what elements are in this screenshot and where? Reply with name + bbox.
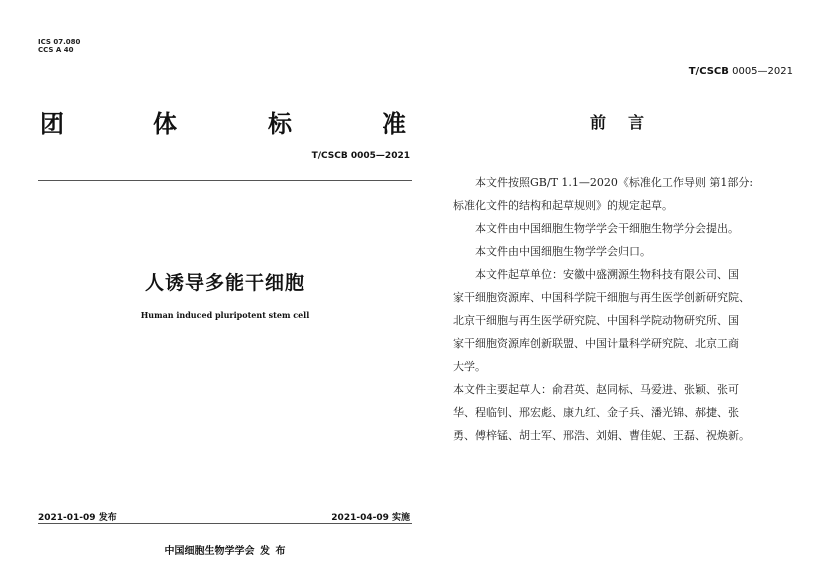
- foreword-line: 大学。: [453, 360, 486, 373]
- standard-type-heading: [40, 104, 410, 138]
- foreword-line: 勇、傅梓锰、胡士军、邢浩、刘娟、曹佳妮、王磊、祝焕新。: [453, 429, 750, 442]
- publisher: 中国细胞生物学学会 发 布: [164, 546, 286, 557]
- cover-title-chinese: 人诱导多能干细胞: [144, 272, 305, 294]
- foreword-line: 本文件起草单位：安徽中盛溯源生物科技有限公司、国: [453, 268, 739, 281]
- foreword-line: 家干细胞资源库、中国科学院干细胞与再生医学创新研究院、: [453, 291, 750, 304]
- foreword-body: [453, 174, 793, 450]
- foreword-line: 本文件由中国细胞生物学学会归口。: [453, 245, 651, 258]
- ics-ccs-codes: [38, 38, 80, 54]
- publish-date: 2021-01-09 发布: [38, 513, 117, 523]
- code-number: 0005—2021: [732, 66, 793, 77]
- standard-type-char: 标: [268, 109, 292, 138]
- foreword-line: 本文件由中国细胞生物学学会干细胞生物学分会提出。: [453, 222, 739, 235]
- cover-divider: [38, 180, 412, 181]
- foreword-line: 本文件按照GB/T 1.1—2020《标准化工作导则 第1部分:: [453, 176, 754, 189]
- standard-type-char: 团: [40, 109, 64, 138]
- code-prefix: T/CSCB: [688, 66, 729, 77]
- ics-code: ICS 07.080: [38, 38, 81, 46]
- standard-type-char: 准: [382, 109, 406, 138]
- foreword-line: 标准化文件的结构和起草规则》的规定起草。: [453, 199, 673, 212]
- cover-standard-code: T/CSCB 0005—2021: [311, 151, 410, 161]
- foreword-line: 华、程临钊、邢宏彪、康九红、金子兵、潘光锦、郝捷、张: [453, 406, 739, 419]
- cover-title-english: Human induced pluripotent stem cell: [140, 310, 310, 320]
- foreword-title: 前言: [590, 113, 667, 132]
- date-divider: [38, 523, 412, 524]
- foreword-line: 北京干细胞与再生医学研究院、中国科学院动物研究所、国: [453, 314, 739, 327]
- standard-type-char: 体: [153, 109, 177, 138]
- foreword-standard-code: [689, 66, 793, 77]
- foreword-line: 家干细胞资源库创新联盟、中国计量科学研究院、北京工商: [453, 337, 739, 350]
- ccs-code: CCS A 40: [38, 46, 74, 54]
- implement-date: 2021-04-09 实施: [331, 513, 410, 523]
- foreword-line: 本文件主要起草人：俞君英、赵同标、马爱进、张颖、张可: [453, 383, 739, 396]
